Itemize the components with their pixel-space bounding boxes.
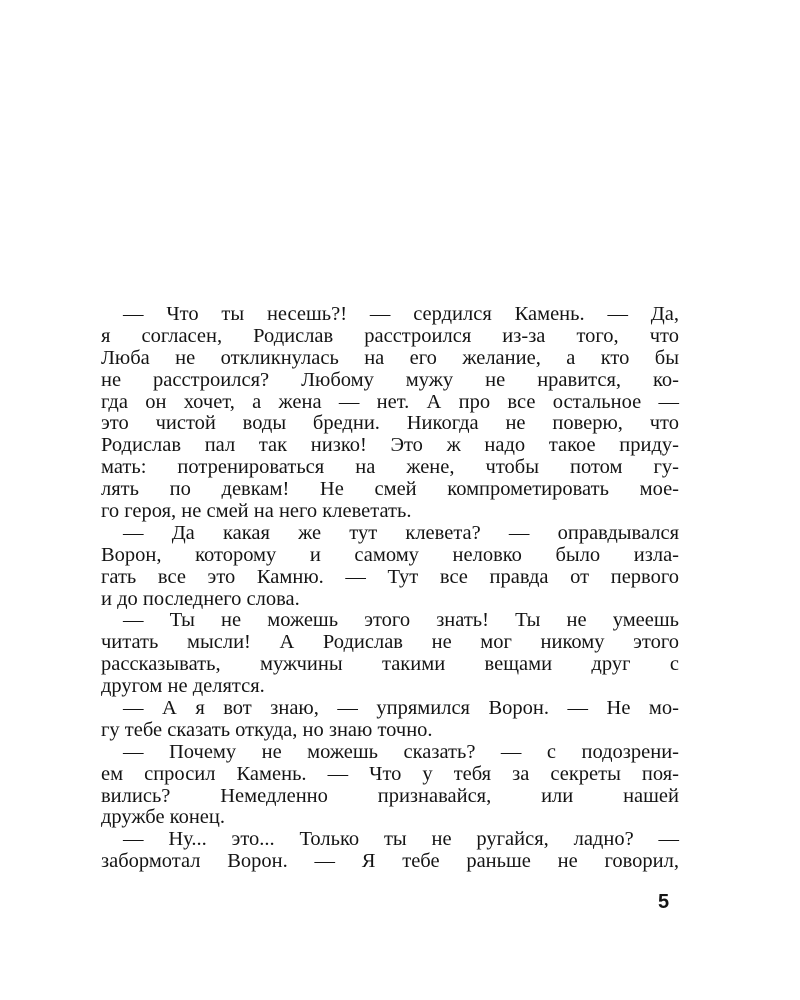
text-line: дружбе конец. bbox=[101, 806, 226, 829]
text-line: Ворон, которому и самому неловко было изла- bbox=[101, 543, 679, 566]
paragraph bbox=[101, 523, 679, 611]
paragraph bbox=[101, 698, 679, 742]
text-line: другом не делятся. bbox=[101, 675, 265, 698]
paragraph bbox=[101, 742, 679, 830]
text-line: и до последнего слова. bbox=[101, 587, 300, 610]
text-line: я согласен, Родислав расстроился из-за того, что bbox=[101, 324, 679, 347]
paragraph bbox=[101, 610, 679, 698]
text-line: гу тебе сказать откуда, но знаю точно. bbox=[101, 718, 433, 741]
text-line: мать: потренироваться на жене, чтобы потом гу- bbox=[101, 456, 679, 479]
text-line: лять по девкам! Не смей компрометировать мое- bbox=[101, 478, 679, 501]
text-line: читать мысли! А Родислав не мог никому этого bbox=[101, 631, 679, 654]
text-line: не расстроился? Любому мужу не нравится, ко- bbox=[101, 368, 679, 391]
text-line: — А я вот знаю, — упрямился Ворон. — Не мо- bbox=[123, 697, 679, 720]
paragraph bbox=[101, 304, 679, 523]
text-line: забормотал Ворон. — Я тебе раньше не говорил, bbox=[101, 850, 679, 873]
text-line: го героя, не смей на него клеветать. bbox=[101, 500, 412, 523]
text-line: — Почему не можешь сказать? — с подозрени- bbox=[123, 740, 679, 763]
text-line: вились? Немедленно признавайся, или нашей bbox=[101, 784, 679, 807]
text-line: — Ну... это... Только ты не ругайся, ладно? — bbox=[123, 828, 679, 851]
text-line: ем спросил Камень. — Что у тебя за секреты поя- bbox=[101, 762, 679, 785]
text-line: это чистой воды бредни. Никогда не поверю, что bbox=[101, 412, 679, 435]
text-line: Родислав пал так низко! Это ж надо такое приду- bbox=[101, 434, 679, 457]
text-line: гать все это Камню. — Тут все правда от первого bbox=[101, 565, 679, 588]
text-line: — Ты не можешь этого знать! Ты не умеешь bbox=[123, 609, 679, 632]
body-text bbox=[101, 304, 679, 873]
text-line: — Да какая же тут клевета? — оправдывался bbox=[123, 521, 679, 544]
text-line: Люба не откликнулась на его желание, а кто бы bbox=[101, 346, 679, 369]
text-line: — Что ты несешь?! — сердился Камень. — Да, bbox=[123, 303, 679, 325]
text-line: гда он хочет, а жена — нет. А про все остальное — bbox=[101, 390, 679, 413]
text-line: рассказывать, мужчины такими вещами друг с bbox=[101, 653, 679, 676]
page-number: 5 bbox=[658, 891, 670, 913]
paragraph bbox=[101, 829, 679, 873]
